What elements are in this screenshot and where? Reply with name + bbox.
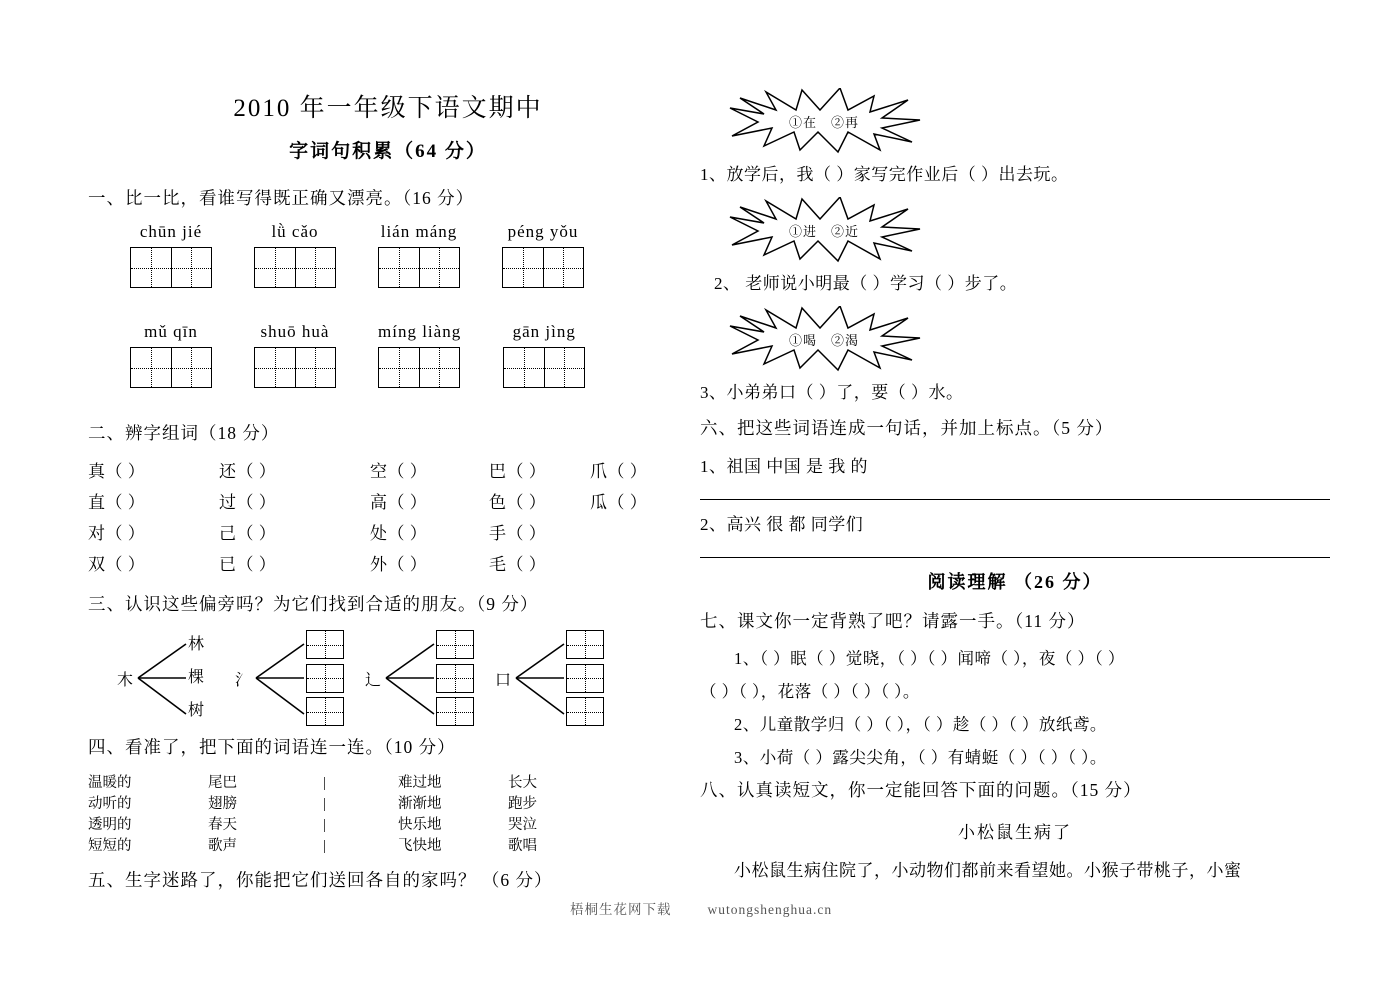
section-8-heading: 八、认真读短文，你一定能回答下面的问题。（15 分）: [700, 780, 1142, 800]
radical-answers: [188, 630, 214, 726]
footer-source: 梧桐生花网下载: [570, 902, 672, 917]
match-left-pair[interactable]: 春天: [208, 817, 237, 833]
char-word-cell[interactable]: 己（ ）: [219, 524, 277, 543]
answer-box[interactable]: [306, 697, 344, 726]
table-row: [88, 792, 688, 813]
pinyin-label: míng liàng: [378, 322, 462, 341]
pinyin-label: péng yǒu: [507, 222, 579, 241]
tianzige-grid[interactable]: [503, 347, 585, 388]
grid-cell[interactable]: [171, 248, 212, 287]
pinyin-label: chūn jié: [139, 222, 203, 241]
right-column: [700, 88, 1330, 884]
char-word-cell[interactable]: 直（ ）: [88, 493, 146, 512]
char-word-cell[interactable]: 瓜（ ）: [590, 493, 648, 512]
match-right-pair[interactable]: 跑步: [508, 796, 537, 812]
radical-answer-boxes: [436, 630, 474, 726]
char-word-cell[interactable]: 毛（ ）: [489, 555, 547, 574]
pinyin-group: [254, 322, 336, 388]
section-4-heading: 四、看准了，把下面的词语连一连。（10 分）: [88, 737, 456, 757]
grid-cell[interactable]: [419, 348, 460, 387]
section-7-line-3[interactable]: 3、小荷（ ）露尖尖角，（ ）有蜻蜓（ ）（ ）（ ）。: [734, 748, 1107, 767]
char-word-cell[interactable]: 对（ ）: [88, 524, 146, 543]
section-5-question-3[interactable]: 3、小弟弟口（ ）了，要（ ）水。: [700, 383, 964, 402]
radical-char: 口: [494, 671, 511, 689]
char-word-cell[interactable]: 高（ ）: [370, 493, 428, 512]
grid-cell[interactable]: [255, 248, 295, 287]
pinyin-label: gān jìng: [512, 322, 576, 341]
radical-answer-boxes: [566, 630, 604, 726]
table-row: [88, 519, 688, 550]
char-word-cell[interactable]: 还（ ）: [219, 462, 277, 481]
starburst-options: [724, 197, 924, 263]
word-matching-table: [88, 771, 688, 855]
column-separator: |: [323, 817, 326, 833]
char-word-cell[interactable]: 空（ ）: [370, 462, 428, 481]
answer-line[interactable]: [700, 557, 1330, 558]
burst-option-1: ①进: [788, 223, 817, 239]
match-right-pair[interactable]: 长大: [508, 775, 537, 791]
section-7-line-1[interactable]: 1、（ ）眠（ ）觉晓，（ ）（ ）闻啼（ ），夜（ ）（ ）: [734, 649, 1125, 668]
section-1-heading: 一、比一比，看谁写得既正确又漂亮。（16 分）: [88, 188, 475, 208]
table-row: [88, 488, 688, 519]
char-word-cell[interactable]: 处（ ）: [370, 524, 428, 543]
burst-option-1: ①在: [788, 114, 817, 130]
subtitle: 字词句积累（64 分）: [289, 141, 487, 162]
grid-cell[interactable]: [295, 348, 336, 387]
pinyin-row-1: [130, 222, 688, 288]
section-7-line-1b[interactable]: （ ）（ ），花落（ ）（ ）（ ）。: [700, 682, 920, 701]
starburst-3: [724, 306, 924, 372]
pinyin-label: shuō huà: [260, 322, 330, 341]
char-word-cell[interactable]: 巴（ ）: [489, 462, 547, 481]
tianzige-grid[interactable]: [378, 247, 460, 288]
grid-cell[interactable]: [171, 348, 212, 387]
table-row: [88, 813, 688, 834]
answer-line[interactable]: [700, 499, 1330, 500]
radical-group: [362, 628, 474, 728]
char-word-cell[interactable]: 过（ ）: [219, 493, 277, 512]
section-2-heading: 二、辨字组词（18 分）: [88, 423, 280, 443]
pinyin-label: lǜ cǎo: [271, 222, 319, 241]
match-right-word[interactable]: 飞快地: [398, 838, 442, 854]
answer-box[interactable]: [566, 664, 604, 693]
burst-option-2: ②再: [831, 114, 860, 130]
answer-box[interactable]: [306, 630, 344, 659]
grid-cell[interactable]: [295, 248, 336, 287]
match-left-word[interactable]: 透明的: [88, 817, 132, 833]
fan-lines-icon: [514, 630, 566, 726]
char-word-cell[interactable]: 色（ ）: [489, 493, 547, 512]
fan-lines-icon: [384, 630, 436, 726]
grid-cell[interactable]: [504, 348, 544, 387]
pinyin-row-2: [130, 322, 688, 388]
char-word-cell[interactable]: 爪（ ）: [590, 462, 648, 481]
match-left-word[interactable]: 短短的: [88, 838, 132, 854]
section-6-item-2: 2、高兴 很 都 同学们: [700, 515, 864, 534]
pinyin-group: [503, 322, 585, 388]
tianzige-grid[interactable]: [378, 347, 460, 388]
character-word-table: [88, 457, 688, 581]
section-6-item-1: 1、祖国 中国 是 我 的: [700, 457, 868, 476]
pinyin-group: [378, 222, 460, 288]
fan-lines-icon: [136, 630, 188, 726]
section-3-heading: 三、认识这些偏旁吗？为它们找到合适的朋友。（9 分）: [88, 594, 539, 614]
pinyin-group: [502, 222, 584, 288]
char-word-cell[interactable]: 双（ ）: [88, 555, 146, 574]
burst-option-2: ②渴: [831, 332, 860, 348]
radical-char: 木: [116, 671, 133, 689]
match-left-pair[interactable]: 尾巴: [208, 775, 237, 791]
section-7-heading: 七、课文你一定背熟了吧？请露一手。（11 分）: [700, 611, 1086, 631]
page-title: 2010 年一年级下语文期中: [233, 95, 543, 122]
radical-answer: 林: [188, 636, 205, 653]
pinyin-label: mǔ qīn: [144, 322, 198, 341]
column-separator: |: [323, 775, 326, 791]
section-6-heading: 六、把这些词语连成一句话，并加上标点。（5 分）: [700, 418, 1114, 438]
radical-group: [232, 628, 344, 728]
answer-box[interactable]: [436, 664, 474, 693]
tianzige-grid[interactable]: [130, 247, 212, 288]
grid-cell[interactable]: [255, 348, 295, 387]
footer-watermark: [570, 898, 832, 918]
match-left-pair[interactable]: 翅膀: [208, 796, 237, 812]
reading-section-title: 阅读理解 （26 分）: [927, 572, 1103, 592]
grid-cell[interactable]: [419, 248, 460, 287]
section-5-question-2[interactable]: 2、 老师说小明最（ ）学习（ ）步了。: [714, 274, 1018, 293]
grid-cell[interactable]: [543, 248, 584, 287]
char-word-cell[interactable]: 已（ ）: [219, 555, 277, 574]
answer-box[interactable]: [566, 630, 604, 659]
radical-matching-diagram: [114, 628, 688, 728]
left-column: [88, 88, 688, 904]
passage-body: 小松鼠生病住院了，小动物们都前来看望她。小猴子带桃子，小蜜: [734, 861, 1242, 880]
column-separator: |: [323, 796, 326, 812]
tianzige-grid[interactable]: [254, 347, 336, 388]
radical-char: 辶: [364, 671, 381, 689]
table-row: [88, 771, 688, 792]
table-row: [88, 457, 688, 488]
starburst-1: [724, 88, 924, 154]
match-right-word[interactable]: 快乐地: [398, 817, 442, 833]
char-word-cell[interactable]: 外（ ）: [370, 555, 428, 574]
pinyin-label: lián máng: [380, 222, 458, 241]
pinyin-group: [254, 222, 336, 288]
column-separator: |: [323, 838, 326, 854]
radical-group: [114, 628, 214, 728]
section-5-heading: 五、生字迷路了，你能把它们送回各自的家吗？ （6 分）: [88, 870, 553, 890]
tianzige-grid[interactable]: [130, 347, 212, 388]
pinyin-group: [130, 222, 212, 288]
grid-cell[interactable]: [379, 348, 419, 387]
starburst-2: [724, 197, 924, 263]
table-row: [88, 550, 688, 581]
match-left-word[interactable]: 温暖的: [88, 775, 132, 791]
match-right-pair[interactable]: 歌唱: [508, 838, 537, 854]
grid-cell[interactable]: [544, 348, 585, 387]
radical-answer-boxes: [306, 630, 344, 726]
section-5-question-1[interactable]: 1、放学后，我（ ）家写完作业后（ ）出去玩。: [700, 165, 1069, 184]
match-right-word[interactable]: 渐渐地: [398, 796, 442, 812]
grid-cell[interactable]: [503, 248, 543, 287]
pinyin-group: [378, 322, 461, 388]
radical-answer: 棵: [188, 669, 205, 686]
radical-char: 氵: [234, 671, 251, 689]
section-7-line-2[interactable]: 2、儿童散学归（ ）（ ），（ ）趁（ ）（ ）放纸鸢。: [734, 715, 1107, 734]
answer-box[interactable]: [436, 697, 474, 726]
starburst-options: [724, 306, 924, 372]
table-row: [88, 834, 688, 855]
char-word-cell[interactable]: 手（ ）: [489, 524, 547, 543]
match-right-word[interactable]: 难过地: [398, 775, 442, 791]
starburst-options: [724, 88, 924, 154]
match-right-pair[interactable]: 哭泣: [508, 817, 537, 833]
tianzige-grid[interactable]: [502, 247, 584, 288]
answer-box[interactable]: [566, 697, 604, 726]
match-left-word[interactable]: 动听的: [88, 796, 132, 812]
grid-cell[interactable]: [379, 248, 419, 287]
passage-title: 小松鼠生病了: [958, 823, 1072, 842]
burst-option-2: ②近: [831, 223, 860, 239]
answer-box[interactable]: [436, 630, 474, 659]
burst-option-1: ①喝: [788, 332, 817, 348]
radical-answer: 树: [188, 702, 205, 719]
tianzige-grid[interactable]: [254, 247, 336, 288]
grid-cell[interactable]: [131, 348, 171, 387]
grid-cell[interactable]: [131, 248, 171, 287]
match-left-pair[interactable]: 歌声: [208, 838, 237, 854]
pinyin-group: [130, 322, 212, 388]
footer-site: wutongshenghua.cn: [707, 902, 833, 917]
spacer: [88, 296, 688, 322]
radical-group: [492, 628, 604, 728]
fan-lines-icon: [254, 630, 306, 726]
answer-box[interactable]: [306, 664, 344, 693]
char-word-cell[interactable]: 真（ ）: [88, 462, 146, 481]
